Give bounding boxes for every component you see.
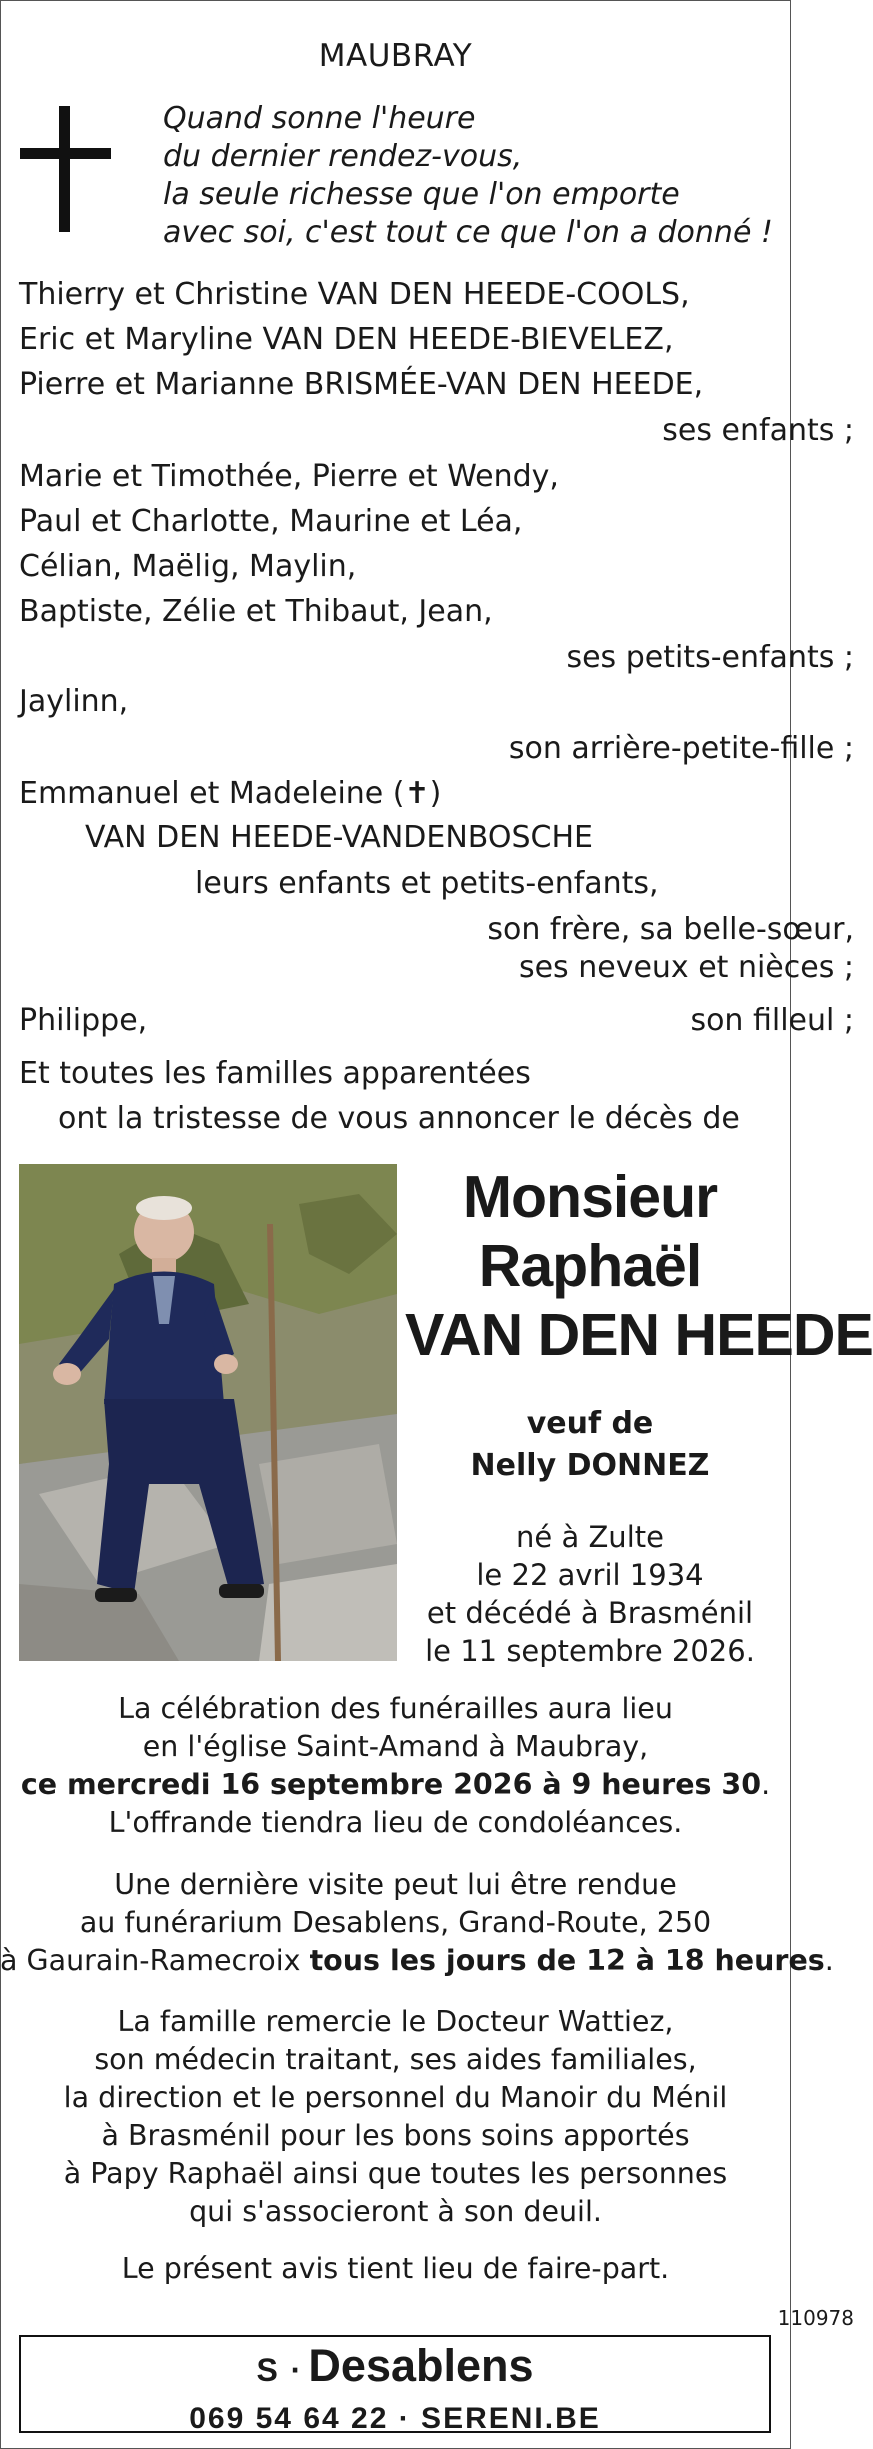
thanks-line: qui s'associeront à son deuil.: [189, 2195, 602, 2228]
funeral-home-contact: 069 54 64 22 · SERENI.BE: [189, 2402, 601, 2435]
verse-line: du dernier rendez-vous,: [163, 139, 523, 174]
detail-line: le 11 septembre 2026.: [425, 1634, 755, 1668]
children-list: [19, 272, 703, 407]
siblings-role: son frère, sa belle-sœur,: [487, 912, 854, 947]
visit-place: à Gaurain-Ramecroix: [0, 1944, 310, 1977]
visit-info: [0, 1866, 834, 1980]
verse: [163, 100, 773, 252]
great-grandchild: Jaylinn,: [19, 684, 129, 719]
children-role: ses enfants ;: [662, 413, 854, 448]
sibling-line: VAN DEN HEEDE-VANDENBOSCHE: [85, 820, 593, 855]
thanks-line: à Papy Raphaël ainsi que toutes les personnes: [63, 2157, 728, 2190]
family-line: Célian, Maëlig, Maylin,: [19, 549, 357, 584]
family-line: Marie et Timothée, Pierre et Wendy,: [19, 459, 559, 494]
funeral-line: en l'église Saint-Amand à Maubray,: [142, 1730, 649, 1763]
godson-role: son filleul ;: [690, 1003, 854, 1038]
thanks-line: son médecin traitant, ses aides familiales,: [94, 2043, 697, 2076]
spouse-name: Nelly DONNEZ: [470, 1448, 710, 1483]
deceased-last-name: VAN DEN HEEDE: [405, 1302, 873, 1368]
verse-line: Quand sonne l'heure: [163, 101, 476, 136]
cross-icon-bar: [20, 148, 111, 159]
birth-death-details: [405, 1518, 775, 1670]
deceased-photo: [19, 1164, 397, 1661]
great-grandchild-role: son arrière-petite-fille ;: [508, 731, 854, 766]
funeral-date-end: .: [761, 1768, 771, 1801]
siblings-role: ses neveux et nièces ;: [518, 950, 854, 985]
visit-hours: tous les jours de 12 à 18 heures: [309, 1944, 825, 1977]
thanks-line: La famille remercie le Docteur Wattiez,: [117, 2005, 674, 2038]
family-line: Pierre et Marianne BRISMÉE-VAN DEN HEEDE,: [19, 367, 704, 402]
verse-line: la seule richesse que l'on emporte: [163, 177, 680, 212]
grandchildren-role: ses petits-enfants ;: [566, 640, 854, 675]
offering-line: L'offrande tiendra lieu de condoléances.: [108, 1806, 683, 1839]
sibling-line: Emmanuel et Madeleine (✝): [19, 776, 442, 811]
reference-number: 110978: [777, 2306, 854, 2330]
visit-line: Une dernière visite peut lui être rendue: [114, 1868, 677, 1901]
funeral-line: La célébration des funérailles aura lieu: [118, 1692, 673, 1725]
closing-line: ont la tristesse de vous annoncer le décès de: [58, 1101, 740, 1136]
deceased-first-name: Raphaël: [478, 1233, 702, 1299]
deceased-title: Monsieur: [462, 1164, 718, 1230]
thanks-line: la direction et le personnel du Manoir du Ménil: [63, 2081, 728, 2114]
detail-line: né à Zulte: [516, 1520, 664, 1554]
funeral-home-name: Desablens: [308, 2340, 534, 2391]
sibling-line: leurs enfants et petits-enfants,: [195, 866, 659, 901]
detail-line: et décédé à Brasménil: [426, 1596, 754, 1630]
funeral-home-logo: [19, 2335, 771, 2433]
funeral-date: ce mercredi 16 septembre 2026 à 9 heures 30: [20, 1768, 762, 1801]
family-line: Eric et Maryline VAN DEN HEEDE-BIEVELEZ,: [19, 322, 674, 357]
widower-label: veuf de: [526, 1406, 654, 1441]
closing-line: Et toutes les familles apparentées: [19, 1056, 531, 1091]
detail-line: le 22 avril 1934: [476, 1558, 704, 1592]
thanks: [0, 2003, 791, 2231]
funeral-info: [0, 1690, 791, 1842]
funeral-home-mark: S ·: [256, 2352, 304, 2388]
family-line: Thierry et Christine VAN DEN HEEDE-COOLS,: [19, 277, 690, 312]
verse-line: avec soi, c'est tout ce que l'on a donné !: [163, 215, 773, 250]
visit-hours-end: .: [824, 1944, 834, 1977]
cross-icon: [59, 106, 70, 232]
location-heading: MAUBRAY: [318, 38, 473, 74]
godson: Philippe,: [19, 1003, 148, 1038]
grandchildren-list: [19, 454, 559, 634]
family-line: Baptiste, Zélie et Thibaut, Jean,: [19, 594, 493, 629]
visit-line: au funérarium Desablens, Grand-Route, 250: [79, 1906, 712, 1939]
notice: Le présent avis tient lieu de faire-part.: [121, 2252, 670, 2285]
thanks-line: à Brasménil pour les bons soins apportés: [101, 2119, 690, 2152]
family-line: Paul et Charlotte, Maurine et Léa,: [19, 504, 523, 539]
